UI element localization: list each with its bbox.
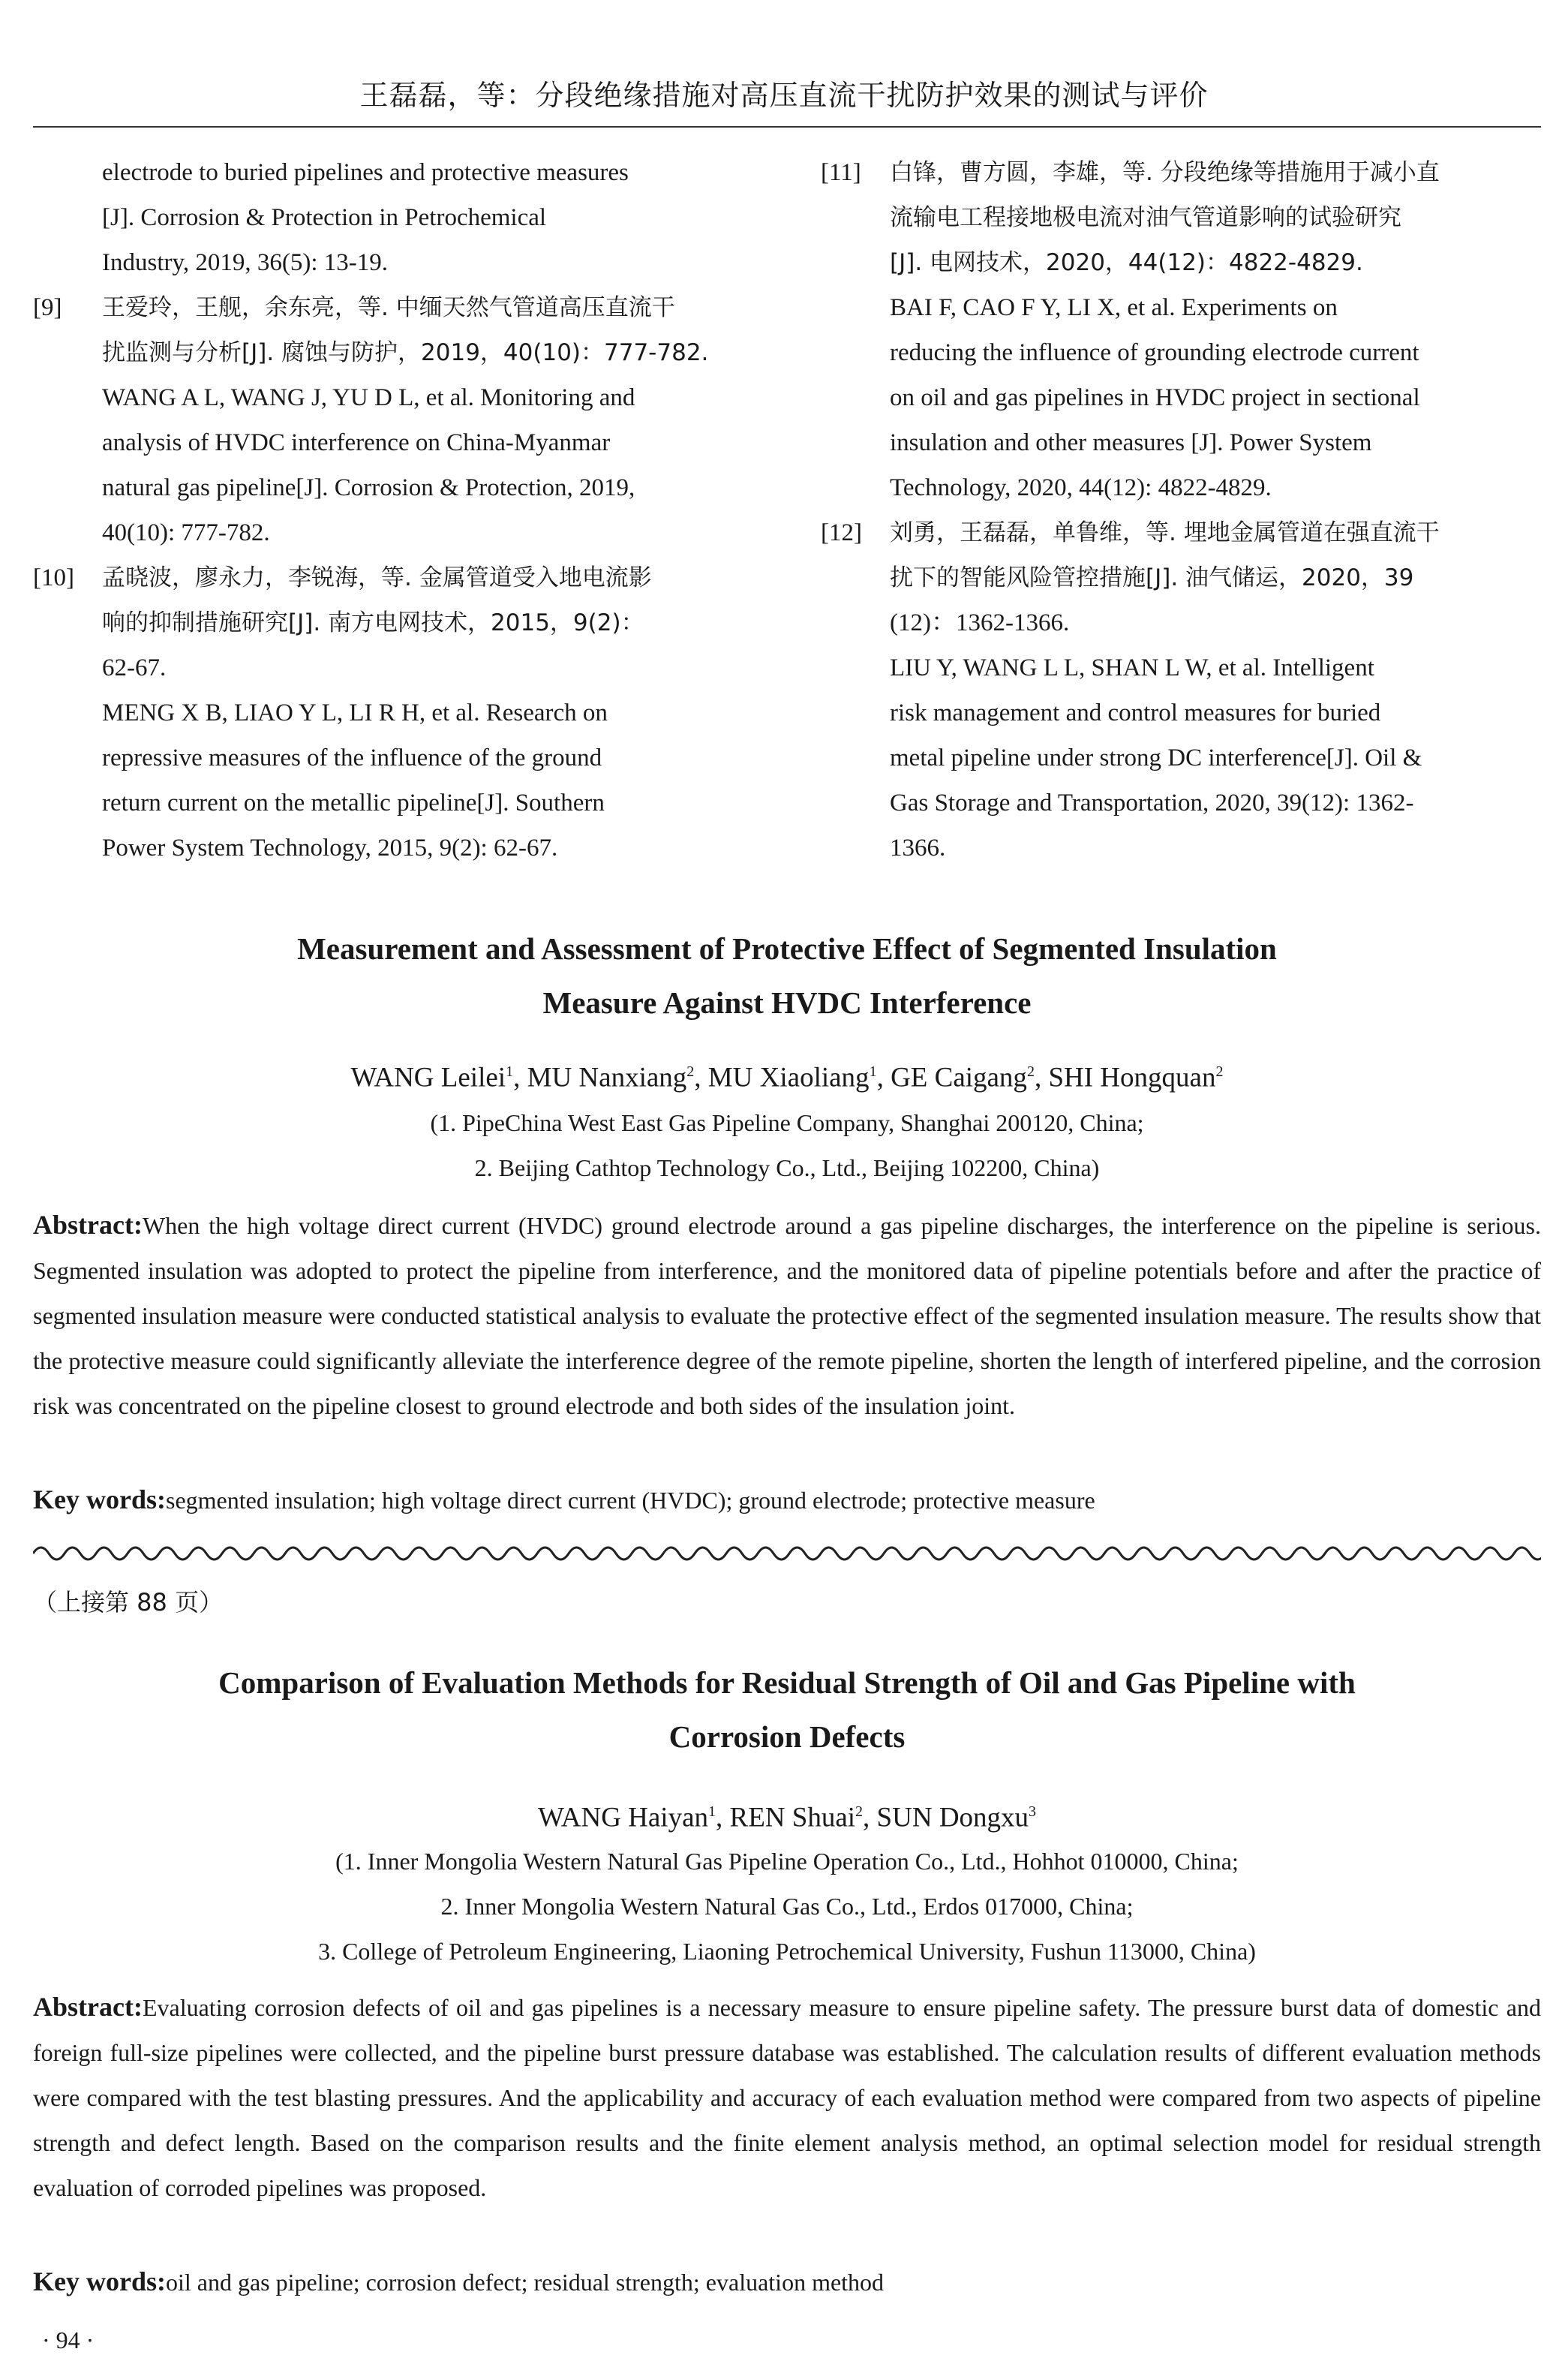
reference-number: [10] bbox=[33, 564, 74, 591]
author-affiliation-marker: 2 bbox=[1026, 1063, 1035, 1080]
article1-affiliation-1: (1. PipeChina West East Gas Pipeline Company, Shanghai 200120, China; bbox=[430, 1109, 1144, 1136]
article2-keywords-text: oil and gas pipeline; corrosion defect; residual strength; evaluation method bbox=[165, 2269, 885, 2296]
author-affiliation-marker: 2 bbox=[1215, 1063, 1224, 1080]
references-left-column bbox=[33, 150, 762, 871]
author-name: WANG Leilei bbox=[350, 1062, 506, 1093]
reference-line: repressive measures of the influence of the ground bbox=[102, 744, 602, 771]
reference-entry bbox=[33, 285, 762, 555]
reference-line: metal pipeline under strong DC interference[J]. Oil & bbox=[890, 744, 1422, 771]
reference-line: 62-67. bbox=[102, 654, 167, 681]
reference-line: [J]. 电网技术，2020，44(12)：4822-4829. bbox=[890, 249, 1363, 276]
reference-line: Industry, 2019, 36(5): 13-19. bbox=[102, 249, 388, 276]
author-separator: , bbox=[876, 1062, 891, 1093]
reference-number: [11] bbox=[821, 159, 861, 186]
reference-line: 王爱玲，王舰，余东亮，等. 中缅天然气管道高压直流干 bbox=[102, 294, 675, 321]
article2-title-line2: Corrosion Defects bbox=[668, 1719, 906, 1754]
wave-divider bbox=[33, 1538, 1541, 1568]
author-name: SUN Dongxu bbox=[876, 1802, 1029, 1833]
author-name: WANG Haiyan bbox=[537, 1802, 709, 1833]
author-affiliation-marker: 1 bbox=[708, 1803, 716, 1820]
article1-title bbox=[33, 922, 1541, 1030]
reference-line: Technology, 2020, 44(12): 4822-4829. bbox=[890, 474, 1272, 501]
header-rule bbox=[33, 126, 1541, 128]
reference-line: 刘勇，王磊磊，单鲁维，等. 埋地金属管道在强直流干 bbox=[890, 519, 1440, 546]
reference-number: [9] bbox=[33, 294, 62, 321]
reference-line: 扰下的智能风险管控措施[J]. 油气储运，2020，39 bbox=[890, 564, 1414, 591]
author-affiliation-marker: 2 bbox=[855, 1803, 864, 1820]
reference-line: Power System Technology, 2015, 9(2): 62-67. bbox=[102, 835, 558, 862]
author-separator: , bbox=[716, 1802, 730, 1833]
continued-note: （上接第 88 页） bbox=[33, 1588, 224, 1617]
article2-authors bbox=[33, 1789, 1541, 1840]
reference-line: analysis of HVDC interference on China-Myanmar bbox=[102, 429, 611, 456]
article1-affiliation-2: 2. Beijing Cathtop Technology Co., Ltd., Beijing 102200, China) bbox=[474, 1154, 1100, 1181]
author-separator: , bbox=[513, 1062, 527, 1093]
reference-entry bbox=[33, 555, 762, 871]
reference-line: 流输电工程接地极电流对油气管道影响的试验研究 bbox=[890, 204, 1401, 231]
article2-keywords bbox=[33, 2259, 1541, 2305]
page-number: · 94 · bbox=[42, 2326, 95, 2353]
reference-line: risk management and control measures for buried bbox=[890, 699, 1381, 726]
article2-affiliation-1: (1. Inner Mongolia Western Natural Gas Pipeline Operation Co., Ltd., Hohhot 010000, China; bbox=[335, 1848, 1239, 1875]
author-affiliation-marker: 2 bbox=[686, 1063, 695, 1080]
author-affiliation-marker: 3 bbox=[1029, 1803, 1037, 1820]
article2-keywords-label: Key words: bbox=[33, 2266, 166, 2296]
reference-line: MENG X B, LIAO Y L, LI R H, et al. Research on bbox=[102, 699, 608, 726]
author-name: REN Shuai bbox=[729, 1802, 856, 1833]
reference-line: (12)：1362-1366. bbox=[890, 609, 1070, 636]
reference-line: 白锋，曹方圆，李雄，等. 分段绝缘等措施用于减小直 bbox=[890, 159, 1440, 186]
article2-title bbox=[33, 1656, 1541, 1764]
reference-line: [J]. Corrosion & Protection in Petrochemical bbox=[102, 204, 547, 231]
author-separator: , bbox=[694, 1062, 708, 1093]
reference-line: 1366. bbox=[890, 835, 946, 862]
reference-line: insulation and other measures [J]. Power System bbox=[890, 429, 1372, 456]
reference-line: BAI F, CAO F Y, LI X, et al. Experiments on bbox=[890, 294, 1338, 321]
article2-abstract-text: Evaluating corrosion defects of oil and gas pipelines is a necessary measure to ensure pipeline safety. The pressure burst data of domestic and foreign full-size pipelines were collected, and the pipeline burst pressure database was established. The calculation results of different evaluation methods were compared with the test blasting pressures. And the applicability and accuracy of each evaluation method were compared from two aspects of pipeline strength and defect length. Based on the comparison results and the finite element analysis method, an optimal selection model for residual strength evaluation of corroded pipelines was proposed. bbox=[33, 1994, 1541, 2201]
reference-line: return current on the metallic pipeline[J]. Southern bbox=[102, 789, 605, 817]
reference-line: 40(10): 777-782. bbox=[102, 519, 270, 546]
reference-line: natural gas pipeline[J]. Corrosion & Protection, 2019, bbox=[102, 474, 635, 501]
article1-keywords-text: segmented insulation; high voltage direct current (HVDC); ground electrode; protective measure bbox=[165, 1487, 1095, 1514]
running-header: 王磊磊，等：分段绝缘措施对高压直流干扰防护效果的测试与评价 bbox=[359, 79, 1209, 112]
article1-title-line1: Measurement and Assessment of Protective Effect of Segmented Insulation bbox=[297, 931, 1277, 966]
author-separator: , bbox=[863, 1802, 877, 1833]
article2-affiliation-2: 2. Inner Mongolia Western Natural Gas Co., Ltd., Erdos 017000, China; bbox=[440, 1893, 1134, 1920]
reference-entry bbox=[821, 150, 1541, 510]
article2-title-line1: Comparison of Evaluation Methods for Residual Strength of Oil and Gas Pipeline with bbox=[218, 1665, 1356, 1700]
author-name: MU Nanxiang bbox=[527, 1062, 687, 1093]
article1-keywords bbox=[33, 1477, 1541, 1523]
references-right-column bbox=[821, 150, 1541, 871]
reference-line: LIU Y, WANG L L, SHAN L W, et al. Intelligent bbox=[890, 654, 1374, 681]
article1-abstract bbox=[33, 1202, 1541, 1428]
reference-line: electrode to buried pipelines and protective measures bbox=[102, 159, 629, 186]
author-affiliation-marker: 1 bbox=[506, 1063, 514, 1080]
reference-line: 孟晓波，廖永力，李锐海，等. 金属管道受入地电流影 bbox=[102, 564, 652, 591]
reference-line: 响的抑制措施研究[J]. 南方电网技术，2015，9(2)： bbox=[102, 609, 644, 636]
reference-entry bbox=[821, 510, 1541, 871]
reference-line: Gas Storage and Transportation, 2020, 39(12): 1362- bbox=[890, 789, 1414, 817]
reference-entry bbox=[33, 150, 762, 285]
author-name: GE Caigang bbox=[891, 1062, 1027, 1093]
author-separator: , bbox=[1034, 1062, 1049, 1093]
author-name: SHI Hongquan bbox=[1048, 1062, 1216, 1093]
reference-line: on oil and gas pipelines in HVDC project in sectional bbox=[890, 384, 1420, 411]
reference-line: 扰监测与分析[J]. 腐蚀与防护，2019，40(10)：777-782. bbox=[102, 339, 709, 366]
article1-authors bbox=[33, 1049, 1541, 1100]
article1-keywords-label: Key words: bbox=[33, 1484, 166, 1514]
article2-abstract bbox=[33, 1984, 1541, 2210]
article1-abstract-label: Abstract: bbox=[33, 1210, 143, 1240]
article2-affiliation-3: 3. College of Petroleum Engineering, Liaoning Petrochemical University, Fushun 113000, China) bbox=[318, 1938, 1256, 1965]
reference-number: [12] bbox=[821, 519, 862, 546]
article2-abstract-label: Abstract: bbox=[33, 1992, 143, 2022]
reference-line: reducing the influence of grounding electrode current bbox=[890, 339, 1419, 366]
reference-line: WANG A L, WANG J, YU D L, et al. Monitoring and bbox=[102, 384, 635, 411]
article1-title-line2: Measure Against HVDC Interference bbox=[542, 985, 1032, 1020]
author-affiliation-marker: 1 bbox=[869, 1063, 877, 1080]
article1-abstract-text: When the high voltage direct current (HVDC) ground electrode around a gas pipeline discharges, the interference on the pipeline is serious. Segmented insulation was adopted to protect the pipeline from interference, and the monitored data of pipeline potentials before and after the practice of segmented insulation measure were conducted statistical analysis to evaluate the protective effect of the segmented insulation measure. The results show that the protective measure could significantly alleviate the interference degree of the remote pipeline, shorten the length of interfered pipeline, and the corrosion risk was concentrated on the pipeline closest to ground electrode and both sides of the insulation joint. bbox=[33, 1212, 1541, 1419]
author-name: MU Xiaoliang bbox=[707, 1062, 870, 1093]
